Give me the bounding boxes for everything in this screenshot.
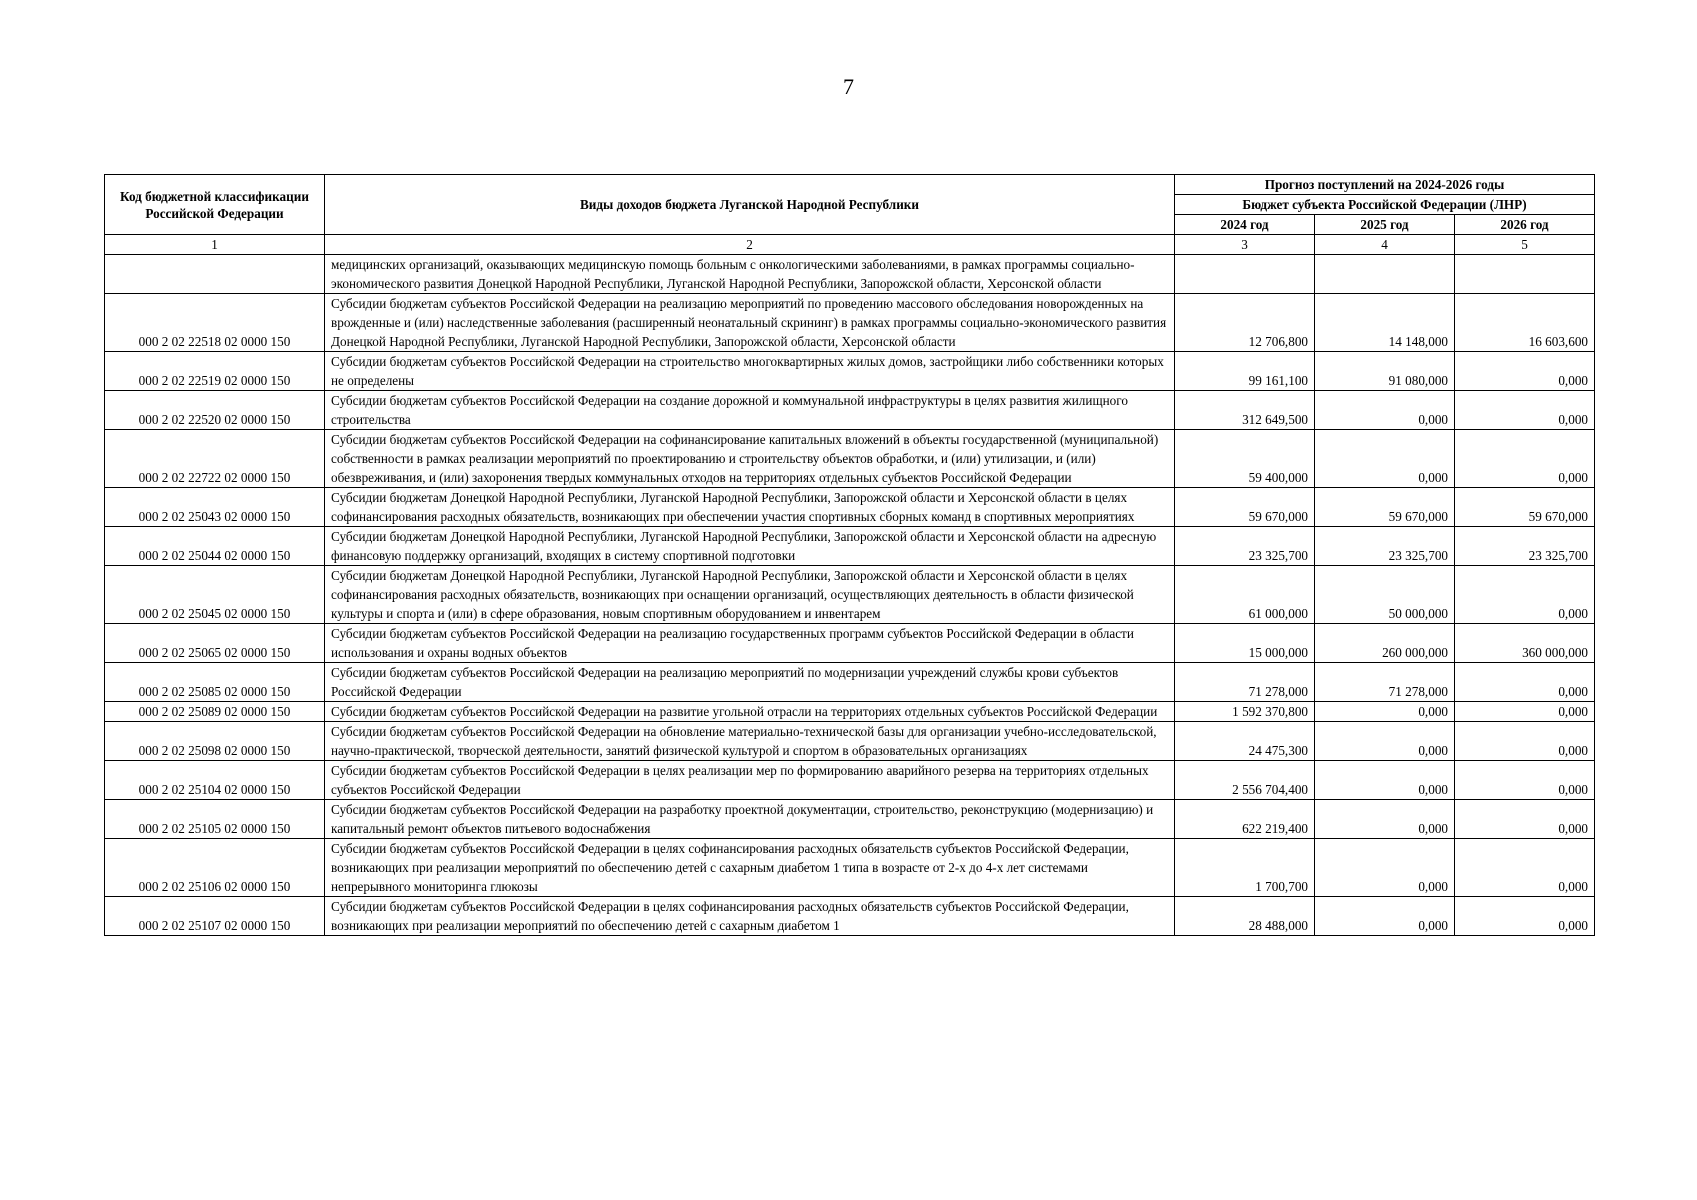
column-number-row xyxy=(105,235,1595,255)
header-budget: Бюджет субъекта Российской Федерации (ЛНР) xyxy=(1175,195,1595,215)
amount-2026-cell: 360 000,000 xyxy=(1455,624,1595,663)
amount-2025-cell: 0,000 xyxy=(1315,722,1455,761)
amount-2025-cell xyxy=(1315,255,1455,294)
amount-2024-cell: 99 161,100 xyxy=(1175,352,1315,391)
table-row xyxy=(105,702,1595,722)
budget-code-cell: 000 2 02 25107 02 0000 150 xyxy=(105,897,325,936)
amount-2024-cell: 15 000,000 xyxy=(1175,624,1315,663)
revenue-description-cell: Субсидии бюджетам субъектов Российской Федерации в целях реализации мер по формированию аварийного резерва на территориях отдельных субъектов Российской Федерации xyxy=(325,761,1175,800)
revenue-description-cell: Субсидии бюджетам субъектов Российской Федерации на реализацию мероприятий по модернизации учреждений службы крови субъектов Российской Федерации xyxy=(325,663,1175,702)
amount-2024-cell: 28 488,000 xyxy=(1175,897,1315,936)
amount-2025-cell: 0,000 xyxy=(1315,702,1455,722)
amount-2026-cell: 0,000 xyxy=(1455,430,1595,488)
amount-2026-cell: 16 603,600 xyxy=(1455,294,1595,352)
table-row xyxy=(105,722,1595,761)
revenue-description-cell: Субсидии бюджетам субъектов Российской Федерации на строительство многоквартирных жилых домов, застройщики либо собственники которых не определены xyxy=(325,352,1175,391)
table-row xyxy=(105,566,1595,624)
revenue-description-cell: Субсидии бюджетам субъектов Российской Федерации в целях софинансирования расходных обязательств субъектов Российской Федерации, возникающих при реализации мероприятий по обеспечению детей с сахарным диабетом 1 xyxy=(325,897,1175,936)
amount-2026-cell: 0,000 xyxy=(1455,897,1595,936)
amount-2024-cell: 71 278,000 xyxy=(1175,663,1315,702)
amount-2024-cell: 622 219,400 xyxy=(1175,800,1315,839)
amount-2024-cell: 2 556 704,400 xyxy=(1175,761,1315,800)
table-row xyxy=(105,839,1595,897)
amount-2025-cell: 0,000 xyxy=(1315,839,1455,897)
amount-2025-cell: 71 278,000 xyxy=(1315,663,1455,702)
amount-2026-cell: 0,000 xyxy=(1455,839,1595,897)
revenue-description-cell: Субсидии бюджетам субъектов Российской Федерации на развитие угольной отрасли на территориях отдельных субъектов Российской Федерации xyxy=(325,702,1175,722)
revenue-description-cell: Субсидии бюджетам субъектов Российской Федерации на реализацию мероприятий по проведению массового обследования новорожденных на врожденные и (или) наследственные заболевания (расширенный неонатальный скрининг) в рамках программы социально-экономического развития Донецкой Народной Республики, Луганской Народной Республики, Запорожской области, Херсонской области xyxy=(325,294,1175,352)
table-row xyxy=(105,488,1595,527)
header-description: Виды доходов бюджета Луганской Народной Республики xyxy=(325,175,1175,235)
amount-2025-cell: 0,000 xyxy=(1315,430,1455,488)
amount-2026-cell: 0,000 xyxy=(1455,761,1595,800)
amount-2026-cell: 0,000 xyxy=(1455,800,1595,839)
revenue-description-cell: Субсидии бюджетам субъектов Российской Федерации на разработку проектной документации, строительство, реконструкцию (модернизацию) и капитальный ремонт объектов питьевого водоснабжения xyxy=(325,800,1175,839)
amount-2025-cell: 260 000,000 xyxy=(1315,624,1455,663)
amount-2026-cell: 0,000 xyxy=(1455,391,1595,430)
amount-2025-cell: 50 000,000 xyxy=(1315,566,1455,624)
budget-code-cell: 000 2 02 22520 02 0000 150 xyxy=(105,391,325,430)
amount-2024-cell: 12 706,800 xyxy=(1175,294,1315,352)
table-row xyxy=(105,624,1595,663)
column-number: 2 xyxy=(325,235,1175,255)
amount-2025-cell: 59 670,000 xyxy=(1315,488,1455,527)
revenue-description-cell: Субсидии бюджетам субъектов Российской Федерации на софинансирование капитальных вложений в объекты государственной (муниципальной) собственности в рамках реализации мероприятий по проектированию и строительству объектов обработки, и (или) утилизации, и (или) обезвреживания, и (или) захоронения твердых коммунальных отходов на территориях отдельных субъектов Российской Федерации xyxy=(325,430,1175,488)
amount-2024-cell: 59 670,000 xyxy=(1175,488,1315,527)
table-row xyxy=(105,761,1595,800)
amount-2025-cell: 0,000 xyxy=(1315,761,1455,800)
budget-code-cell: 000 2 02 25065 02 0000 150 xyxy=(105,624,325,663)
budget-code-cell: 000 2 02 25043 02 0000 150 xyxy=(105,488,325,527)
amount-2025-cell: 14 148,000 xyxy=(1315,294,1455,352)
header-year-2024: 2024 год xyxy=(1175,215,1315,235)
amount-2025-cell: 0,000 xyxy=(1315,800,1455,839)
table-row xyxy=(105,294,1595,352)
budget-code-cell: 000 2 02 25104 02 0000 150 xyxy=(105,761,325,800)
header-year-2025: 2025 год xyxy=(1315,215,1455,235)
budget-code-cell: 000 2 02 22722 02 0000 150 xyxy=(105,430,325,488)
budget-code-cell: 000 2 02 25105 02 0000 150 xyxy=(105,800,325,839)
table-row xyxy=(105,897,1595,936)
budget-code-cell xyxy=(105,255,325,294)
header-year-2026: 2026 год xyxy=(1455,215,1595,235)
budget-code-cell: 000 2 02 22519 02 0000 150 xyxy=(105,352,325,391)
column-number: 3 xyxy=(1175,235,1315,255)
table-row xyxy=(105,663,1595,702)
amount-2024-cell: 61 000,000 xyxy=(1175,566,1315,624)
amount-2026-cell: 0,000 xyxy=(1455,663,1595,702)
budget-code-cell: 000 2 02 25098 02 0000 150 xyxy=(105,722,325,761)
budget-revenue-table xyxy=(104,174,1595,936)
amount-2024-cell: 1 592 370,800 xyxy=(1175,702,1315,722)
column-number: 4 xyxy=(1315,235,1455,255)
amount-2025-cell: 0,000 xyxy=(1315,897,1455,936)
table-row xyxy=(105,391,1595,430)
amount-2026-cell: 23 325,700 xyxy=(1455,527,1595,566)
budget-code-cell: 000 2 02 25106 02 0000 150 xyxy=(105,839,325,897)
amount-2026-cell: 0,000 xyxy=(1455,722,1595,761)
header-code: Код бюджетной классификации Российской Федерации xyxy=(105,175,325,235)
amount-2024-cell: 23 325,700 xyxy=(1175,527,1315,566)
table-row xyxy=(105,527,1595,566)
budget-code-cell: 000 2 02 25045 02 0000 150 xyxy=(105,566,325,624)
amount-2025-cell: 0,000 xyxy=(1315,391,1455,430)
amount-2025-cell: 23 325,700 xyxy=(1315,527,1455,566)
amount-2026-cell: 0,000 xyxy=(1455,566,1595,624)
amount-2026-cell: 0,000 xyxy=(1455,702,1595,722)
amount-2024-cell xyxy=(1175,255,1315,294)
revenue-description-cell: Субсидии бюджетам субъектов Российской Федерации на обновление материально-технической базы для организации учебно-исследовательской, научно-практической, творческой деятельности, занятий физической культурой и спортом в образовательных организациях xyxy=(325,722,1175,761)
amount-2024-cell: 24 475,300 xyxy=(1175,722,1315,761)
revenue-description-cell: медицинских организаций, оказывающих медицинскую помощь больным с онкологическими заболеваниями, в рамках программы социально-экономического развития Донецкой Народной Республики, Луганской Народной Республики, Запорожской области, Херсонской области xyxy=(325,255,1175,294)
revenue-description-cell: Субсидии бюджетам Донецкой Народной Республики, Луганской Народной Республики, Запорожской области и Херсонской области в целях софинансирования расходных обязательств, возникающих при оснащении организаций, осуществляющих деятельность в области физической культуры и спорта и (или) в сфере образования, новым спортивным оборудованием и инвентарем xyxy=(325,566,1175,624)
amount-2026-cell: 0,000 xyxy=(1455,352,1595,391)
amount-2024-cell: 312 649,500 xyxy=(1175,391,1315,430)
budget-code-cell: 000 2 02 25089 02 0000 150 xyxy=(105,702,325,722)
revenue-description-cell: Субсидии бюджетам субъектов Российской Федерации на создание дорожной и коммунальной инфраструктуры в целях развития жилищного строительства xyxy=(325,391,1175,430)
table-row xyxy=(105,800,1595,839)
budget-code-cell: 000 2 02 25044 02 0000 150 xyxy=(105,527,325,566)
amount-2025-cell: 91 080,000 xyxy=(1315,352,1455,391)
revenue-description-cell: Субсидии бюджетам Донецкой Народной Республики, Луганской Народной Республики, Запорожской области и Херсонской области на адресную финансовую поддержку организаций, входящих в систему спортивной подготовки xyxy=(325,527,1175,566)
amount-2024-cell: 59 400,000 xyxy=(1175,430,1315,488)
table-row xyxy=(105,255,1595,294)
amount-2026-cell: 59 670,000 xyxy=(1455,488,1595,527)
revenue-description-cell: Субсидии бюджетам субъектов Российской Федерации в целях софинансирования расходных обязательств субъектов Российской Федерации, возникающих при реализации мероприятий по обеспечению детей с сахарным диабетом 1 типа в возрасте от 2-х до 4-х лет системами непрерывного мониторинга глюкозы xyxy=(325,839,1175,897)
revenue-description-cell: Субсидии бюджетам Донецкой Народной Республики, Луганской Народной Республики, Запорожской области и Херсонской области в целях софинансирования расходных обязательств, возникающих при обеспечении участия спортивных сборных команд в спортивных мероприятиях xyxy=(325,488,1175,527)
budget-code-cell: 000 2 02 22518 02 0000 150 xyxy=(105,294,325,352)
revenue-description-cell: Субсидии бюджетам субъектов Российской Федерации на реализацию государственных программ субъектов Российской Федерации в области использования и охраны водных объектов xyxy=(325,624,1175,663)
page-number: 7 xyxy=(843,74,854,99)
header-forecast: Прогноз поступлений на 2024-2026 годы xyxy=(1175,175,1595,195)
budget-code-cell: 000 2 02 25085 02 0000 150 xyxy=(105,663,325,702)
column-number: 5 xyxy=(1455,235,1595,255)
table-row xyxy=(105,430,1595,488)
amount-2024-cell: 1 700,700 xyxy=(1175,839,1315,897)
amount-2026-cell xyxy=(1455,255,1595,294)
table-row xyxy=(105,352,1595,391)
column-number: 1 xyxy=(105,235,325,255)
